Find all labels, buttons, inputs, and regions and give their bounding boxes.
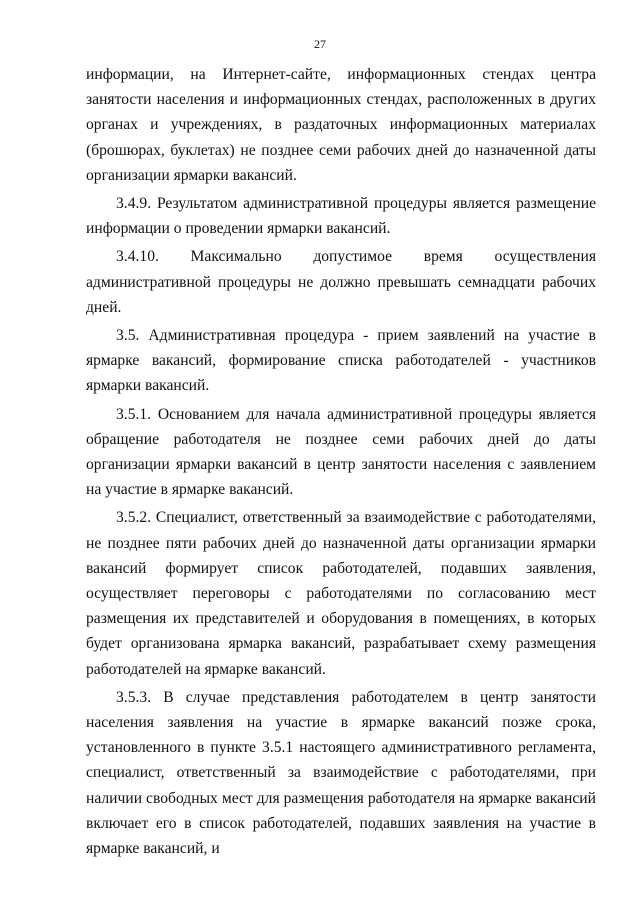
paragraph-continuation: информации, на Интернет-сайте, информационных стендах центра занятости населения и информационных стендах, расположенных в других органах и учреждениях, в раздаточных информационных материалах (брошюрах, буклетах) не позднее семи рабочих дней до назначенной даты организации ярмарки вакансий. (86, 66, 596, 184)
paragraph-3-4-9: 3.4.9. Результатом административной процедуры является размещение информации о проведении ярмарки вакансий. (86, 195, 596, 238)
document-body (86, 62, 596, 861)
page-number: 27 (314, 37, 326, 51)
paragraph-3-5-3: 3.5.3. В случае представления работодателем в центр занятости населения заявления на участие в ярмарке вакансий позже срока, установленного в пункте 3.5.1 настоящего административного регламента, специалист, ответственный за взаимодействие с работодателями, при наличии свободных мест для размещения работодателя на ярмарке вакансий включает его в список работодателей, подавших заявления на участие в ярмарке вакансий, и (86, 688, 596, 858)
paragraph-3-5: 3.5. Административная процедура - прием заявлений на участие в ярмарке вакансий, формирование списка работодателей - участников ярмарки вакансий. (86, 327, 596, 395)
paragraph-3-5-2: 3.5.2. Специалист, ответственный за взаимодействие с работодателями, не позднее пяти рабочих дней до назначенной даты организации ярмарки вакансий формирует список работодателей, подавших заявления, осуществляет переговоры с работодателями по согласованию мест размещения их представителей и оборудования в помещениях, в которых будет организована ярмарка вакансий, разрабатывает схему размещения работодателей на ярмарке вакансий. (86, 509, 596, 678)
paragraph-3-5-1: 3.5.1. Основанием для начала административной процедуры является обращение работодателя не позднее семи рабочих дней до даты организации ярмарки вакансий в центр занятости населения с заявлением на участие в ярмарке вакансий. (86, 405, 596, 499)
paragraph-3-4-10: 3.4.10. Максимально допустимое время осуществления административной процедуры не должно превышать семнадцати рабочих дней. (86, 248, 596, 316)
